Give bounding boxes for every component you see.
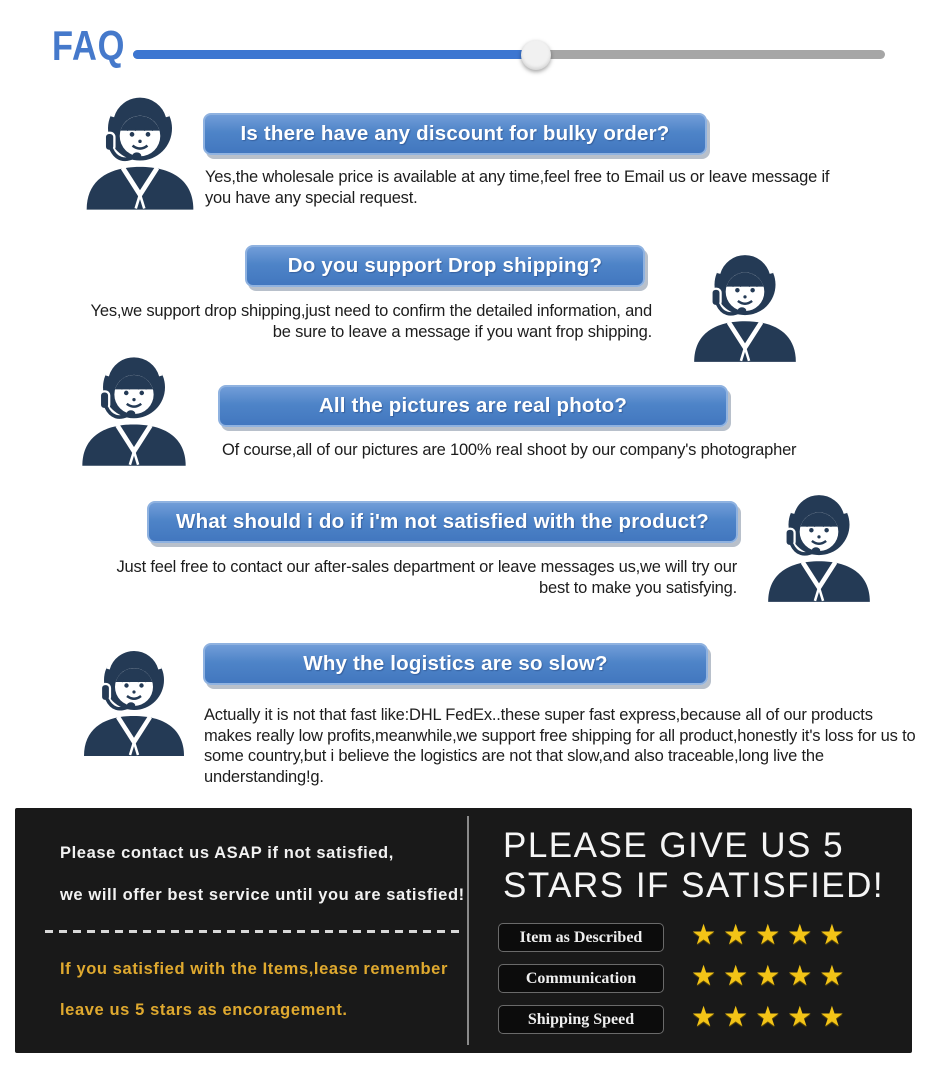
rating-label-item-as-described: Item as Described [498,923,664,952]
customer-service-avatar-icon [76,88,204,216]
customer-service-avatar-icon [758,486,880,608]
question-banner[interactable] [203,113,707,155]
customer-service-avatar-icon [684,246,806,368]
stars-request-line1: If you satisfied with the Items,lease remember [60,960,448,978]
question-text: What should i do if i'm not satisfied with the product? [176,510,709,533]
question-banner[interactable] [203,643,708,685]
star-icon-row: ★★★★★ [691,960,852,991]
star-icon-row: ★★★★★ [691,919,852,950]
five-stars-title-line2: STARS IF SATISFIED! [503,866,885,905]
answer-text: Yes,the wholesale price is available at any time,feel free to Email us or leave message if you have any special request. [205,168,830,207]
answer-text: Yes,we support drop shipping,just need to confirm the detailed information, and be sure to leave a message if you want frop shipping. [90,302,652,341]
answer-text: Just feel free to contact our after-sales department or leave messages us,we will try our best to make you satisfying. [116,558,737,597]
question-banner[interactable] [218,385,728,427]
rating-label-communication: Communication [498,964,664,993]
footer-panel [15,808,912,1053]
question-text: Is there have any discount for bulky order? [240,122,670,145]
dashed-divider [45,930,463,933]
customer-service-avatar-icon [72,348,196,472]
question-banner[interactable] [245,245,645,287]
answer-text: Of course,all of our pictures are 100% real shoot by our company's photographer [222,441,797,459]
rating-label-shipping-speed: Shipping Speed [498,1005,664,1034]
stars-request-line2: leave us 5 stars as encoragement. [60,1001,348,1019]
contact-note-line2: we will offer best service until you are satisfied! [60,886,465,904]
five-stars-title-line1: PLEASE GIVE US 5 [503,826,845,865]
slider-fill [133,50,539,59]
star-icon-row: ★★★★★ [691,1001,852,1032]
question-text: All the pictures are real photo? [318,394,628,417]
customer-service-avatar-icon [74,642,194,762]
contact-note-line1: Please contact us ASAP if not satisfied, [60,844,394,862]
slider-handle[interactable] [521,40,551,70]
question-text: Why the logistics are so slow? [303,652,608,675]
page-title: FAQ [52,22,126,69]
answer-text: Actually it is not that fast like:DHL FedEx..these super fast express,because all of our products makes really low profits,meanwhile,we support free shipping for all product,honestly it's loss for us to some country,but i believe the logistics are not that slow,and also traceable,long live the understanding!g. [204,706,916,786]
question-banner[interactable] [147,501,738,543]
footer-divider [467,816,469,1045]
question-text: Do you support Drop shipping? [287,254,603,277]
slider-track [133,50,885,59]
